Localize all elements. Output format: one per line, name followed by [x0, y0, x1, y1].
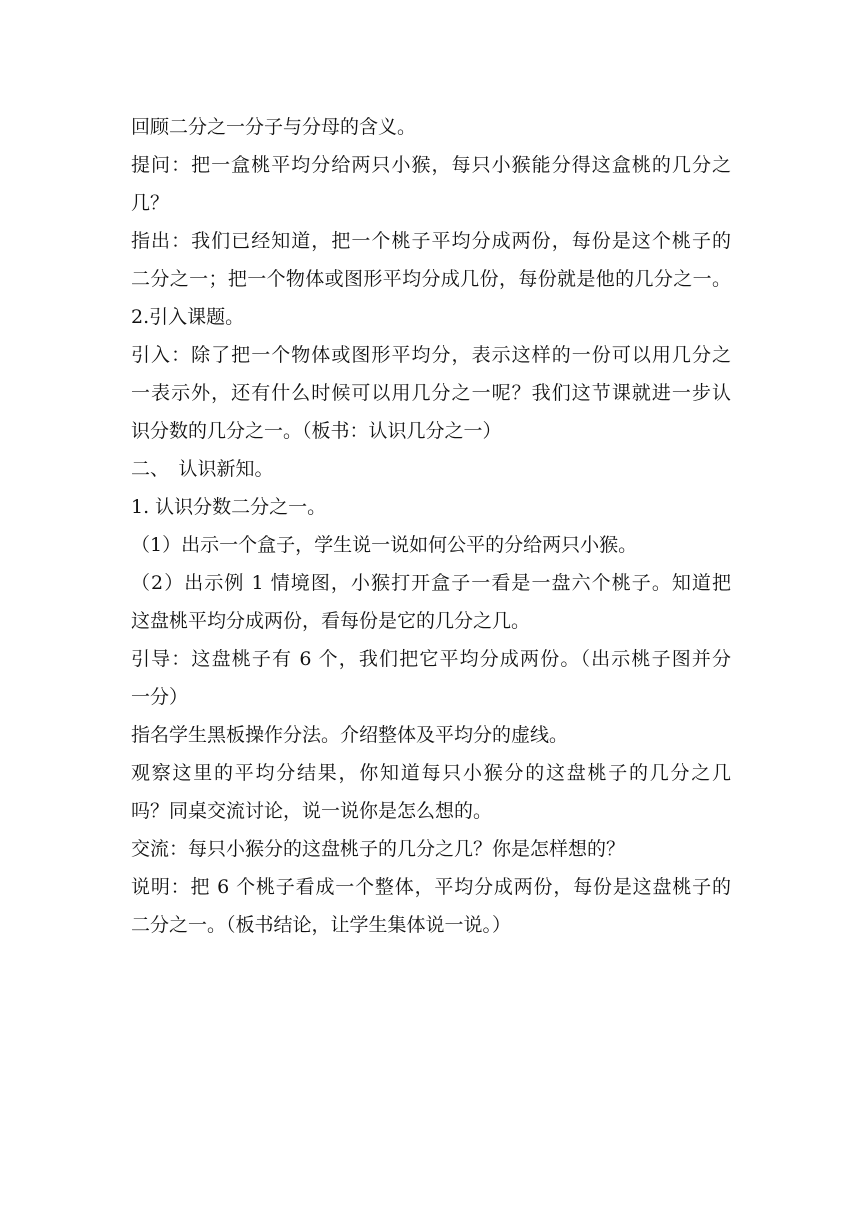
text-line: 二分之一。（板书结论，让学生集体说一说。） — [131, 914, 512, 936]
text-line: 这盘桃平均分成两份，看每份是它的几分之几。 — [131, 610, 531, 632]
text-line: 二、 认识新知。 — [131, 458, 274, 480]
text-line: 交流：每只小猴分的这盘桃子的几分之几？你是怎样想的？ — [131, 838, 626, 860]
text-line: 引导：这盘桃子有 6 个，我们把它平均分成两份。（出示桃子图并分 — [131, 648, 731, 670]
text-line: 指出：我们已经知道，把一个桃子平均分成两份，每份是这个桃子的 — [131, 230, 731, 252]
text-line: 说明：把 6 个桃子看成一个整体，平均分成两份，每份是这盘桃子的 — [131, 876, 731, 898]
text-line: （1）出示一个盒子，学生说一说如何公平的分给两只小猴。 — [131, 534, 638, 556]
text-line: 2.引入课题。 — [131, 306, 245, 328]
text-line: 一分） — [131, 686, 189, 708]
text-line: 引入：除了把一个物体或图形平均分，表示这样的一份可以用几分之 — [131, 344, 731, 366]
text-line: 回顾二分之一分子与分母的含义。 — [131, 116, 417, 138]
text-line: 一表示外，还有什么时候可以用几分之一呢？我们这节课就进一步认 — [131, 382, 731, 404]
text-line: 几？ — [131, 192, 170, 214]
text-line: 提问：把一盒桃平均分给两只小猴，每只小猴能分得这盒桃的几分之 — [131, 154, 731, 176]
text-line: 二分之一；把一个物体或图形平均分成几份，每份就是他的几分之一。 — [131, 268, 731, 290]
text-line: 1. 认识分数二分之一。 — [131, 496, 327, 518]
document-body — [131, 108, 731, 944]
text-line: 指名学生黑板操作分法。介绍整体及平均分的虚线。 — [131, 724, 569, 746]
text-line: 识分数的几分之一。（板书：认识几分之一） — [131, 420, 502, 442]
text-line: 吗？同桌交流讨论，说一说你是怎么想的。 — [131, 800, 493, 822]
text-line: 观察这里的平均分结果，你知道每只小猴分的这盘桃子的几分之几 — [131, 762, 731, 784]
text-line: （2）出示例 1 情境图，小猴打开盒子一看是一盘六个桃子。知道把 — [131, 572, 731, 594]
